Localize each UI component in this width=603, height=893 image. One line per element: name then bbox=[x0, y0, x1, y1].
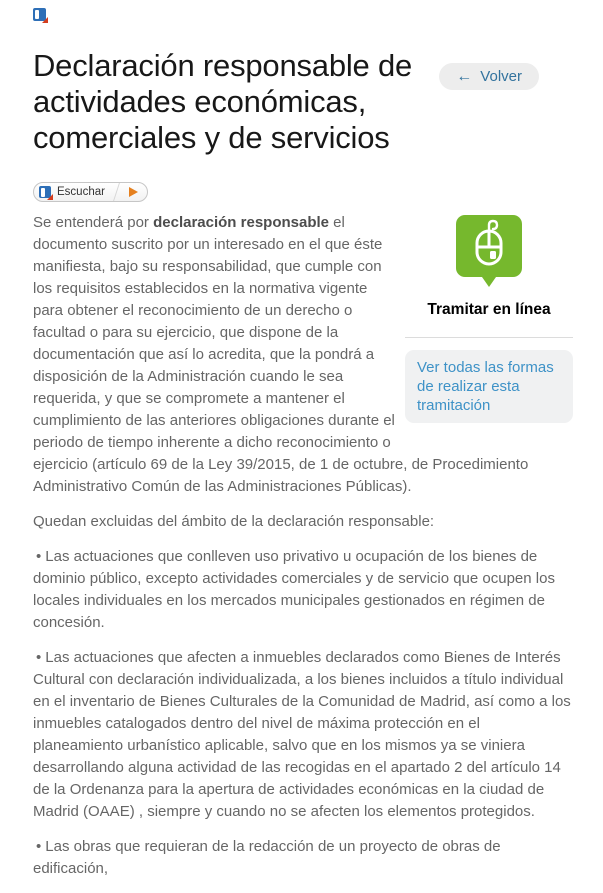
intro-bold-term: declaración responsable bbox=[153, 214, 329, 231]
bullet-item bbox=[33, 546, 573, 634]
play-button[interactable] bbox=[121, 187, 147, 197]
bullet-text: Las actuaciones que conlleven uso privativo u ocupación de los bienes de dominio público, excepto actividades comerciales y de servicio que ocupen los locales individuales en los mercados municipales gestionados en régimen de concesión. bbox=[33, 548, 555, 631]
bullet-text: Las obras que requieran de la redacción de un proyecto de obras de edificación, bbox=[33, 838, 501, 877]
intro-text-prefix: Se entenderá por bbox=[33, 214, 154, 231]
play-icon bbox=[129, 187, 138, 197]
readspeaker-icon bbox=[39, 186, 51, 198]
bullet-marker: • bbox=[36, 548, 42, 565]
intro-text-suffix: el documento suscrito por un interesado en el que éste manifiesta, bajo su responsabilidad, que cumple con los requisitos establecidos en la normativa vigente para obtener el reconocimiento de un derecho o facultad o para su ejercicio, que dispone de la documentación que así lo acredita, que la pondrá a disposición de la Administración cuando le sea requerida, y que se compromete a mantener el cumplimiento de las anteriores obligaciones durante el periodo de tiempo inherente a dicho reconocimiento o ejercicio (artículo 69 de la Ley 39/2015, de 1 de octubre, de Procedimiento Administrativo Común de las Administraciones Públicas). bbox=[33, 214, 529, 495]
back-button-label: Volver bbox=[480, 68, 522, 85]
computer-mouse-icon bbox=[472, 218, 506, 275]
bullet-marker: • bbox=[36, 649, 42, 666]
bullet-item bbox=[33, 836, 573, 880]
bullet-text: Las actuaciones que afecten a inmuebles declarados como Bienes de Interés Cultural con declaración individualizada, a los bienes incluidos a título individual en el inventario de Bienes Culturales de la Comunidad de Madrid, así como a los inmuebles catalogados dentro del nivel de máxima protección en el planeamiento urbanístico aplicable, salvo que en los mismos ya se viniera desarrollando alguna actividad de las recogidas en el apartado 2 del artículo 14 de la Ordenanza para la apertura de actividades económicas en la ciudad de Madrid (OAAE) , siempre y cuando no se afecten los elementos protegidos. bbox=[33, 649, 571, 820]
listen-button-divider bbox=[113, 183, 120, 201]
left-arrow-icon: ← bbox=[456, 67, 473, 85]
bullet-marker: • bbox=[36, 838, 42, 855]
tile-pointer bbox=[482, 277, 496, 287]
page-title: Declaración responsable de actividades económicas, comerciales y de servicios bbox=[33, 48, 413, 155]
panel-divider bbox=[405, 337, 573, 338]
excluded-heading: Quedan excluidas del ámbito de la declaración responsable: bbox=[33, 513, 435, 530]
listen-button[interactable] bbox=[33, 182, 148, 202]
ver-todas-link[interactable]: Ver todas las formas de realizar esta tramitación bbox=[405, 350, 573, 423]
bullet-item bbox=[33, 647, 573, 823]
action-panel bbox=[405, 212, 573, 423]
readspeaker-audio-icon[interactable] bbox=[33, 8, 46, 21]
tramitar-en-linea-button[interactable] bbox=[456, 215, 522, 277]
article-body bbox=[33, 212, 573, 893]
tramitar-en-linea-label: Tramitar en línea bbox=[427, 301, 551, 318]
listen-button-label: Escuchar bbox=[57, 186, 105, 198]
